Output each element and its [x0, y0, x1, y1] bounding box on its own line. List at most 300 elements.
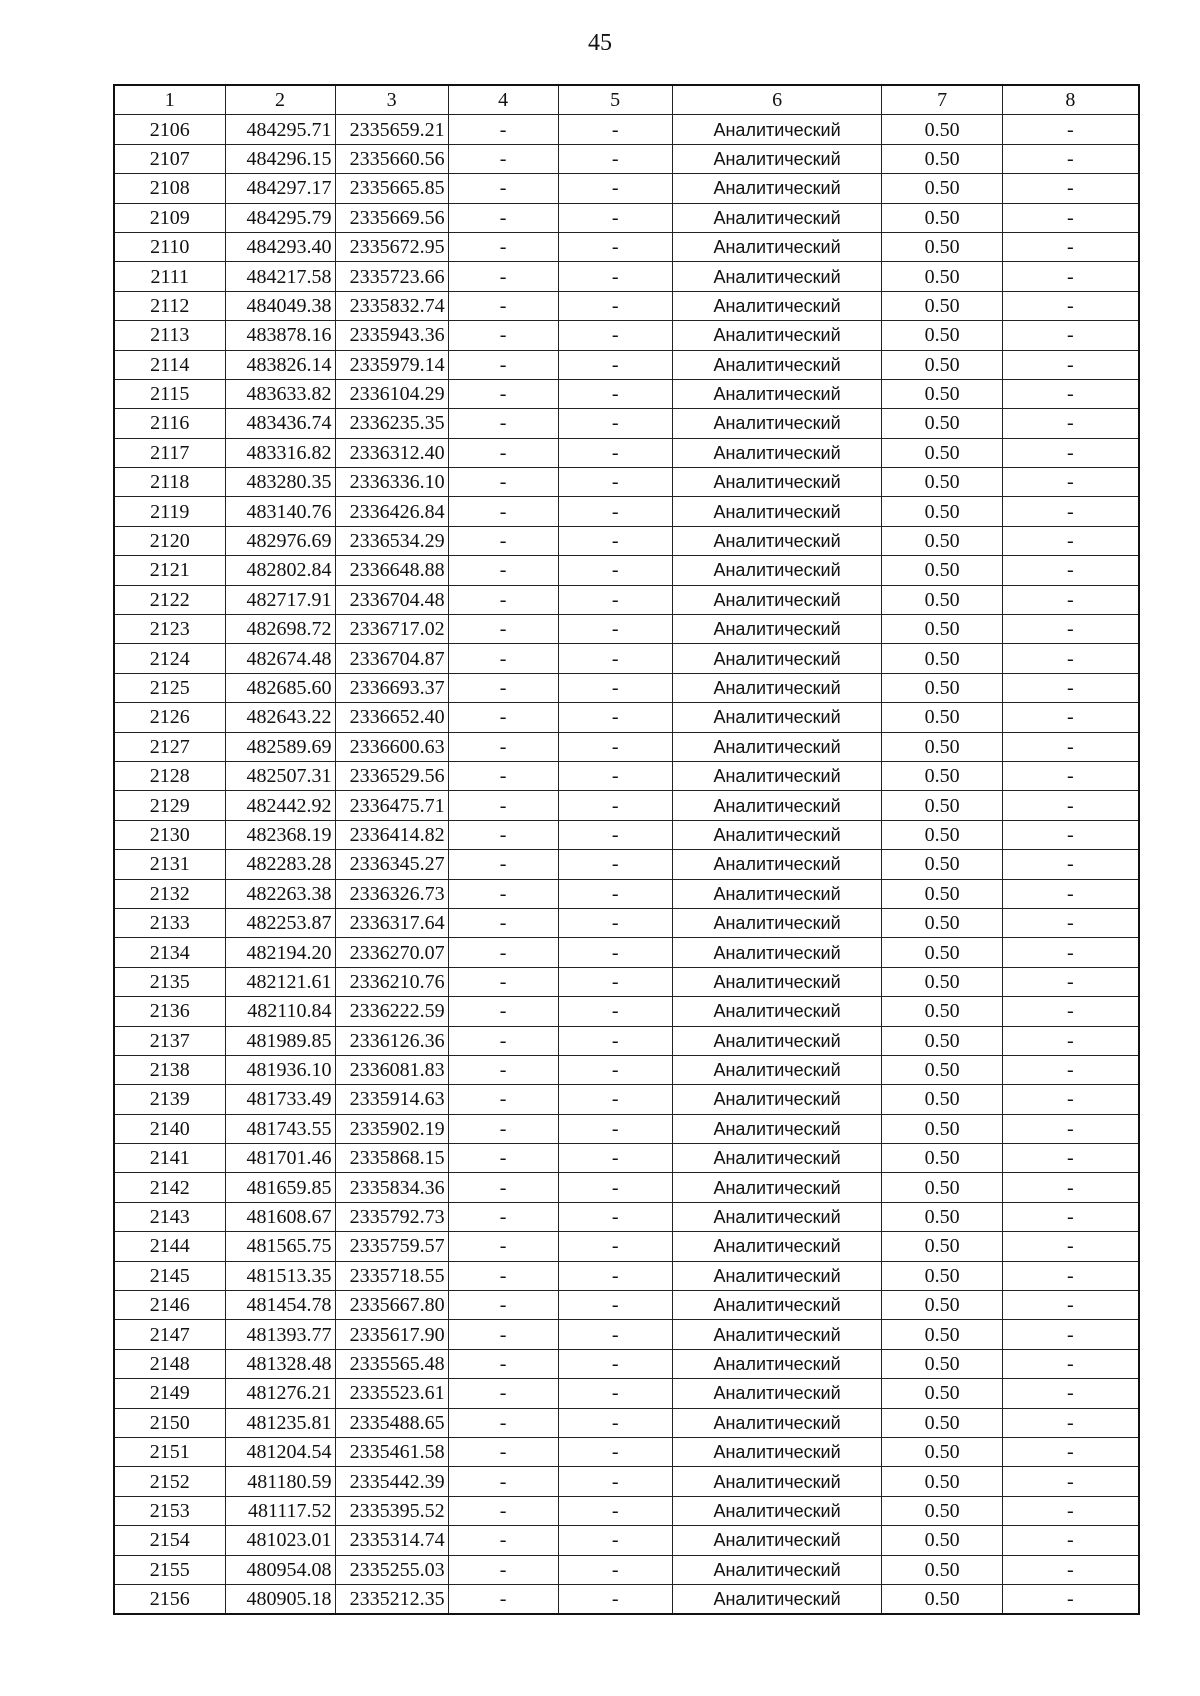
y-coordinate-cell: 2336704.48 — [335, 585, 448, 614]
column-8-cell: - — [1002, 262, 1139, 291]
accuracy-cell: 0.50 — [882, 1555, 1002, 1584]
accuracy-cell: 0.50 — [882, 1584, 1002, 1614]
point-number-cell: 2140 — [114, 1114, 225, 1143]
point-number-cell: 2141 — [114, 1144, 225, 1173]
column-4-cell: - — [448, 1349, 558, 1378]
x-coordinate-cell: 481659.85 — [225, 1173, 335, 1202]
method-cell: Аналитический — [672, 1584, 882, 1614]
table-row — [114, 1349, 1139, 1378]
method-cell: Аналитический — [672, 1055, 882, 1084]
x-coordinate-cell: 482368.19 — [225, 820, 335, 849]
y-coordinate-cell: 2335914.63 — [335, 1085, 448, 1114]
table-row — [114, 262, 1139, 291]
method-cell: Аналитический — [672, 1291, 882, 1320]
table-row — [114, 1584, 1139, 1614]
accuracy-cell: 0.50 — [882, 1144, 1002, 1173]
table-row — [114, 1320, 1139, 1349]
column-5-cell: - — [558, 673, 672, 702]
column-4-cell: - — [448, 291, 558, 320]
accuracy-cell: 0.50 — [882, 350, 1002, 379]
column-8-cell: - — [1002, 997, 1139, 1026]
table-row — [114, 791, 1139, 820]
method-cell: Аналитический — [672, 761, 882, 790]
x-coordinate-cell: 481733.49 — [225, 1085, 335, 1114]
point-number-cell: 2118 — [114, 468, 225, 497]
y-coordinate-cell: 2335667.80 — [335, 1291, 448, 1320]
y-coordinate-cell: 2336336.10 — [335, 468, 448, 497]
column-8-cell: - — [1002, 908, 1139, 937]
table-row — [114, 1291, 1139, 1320]
method-cell: Аналитический — [672, 203, 882, 232]
point-number-cell: 2124 — [114, 644, 225, 673]
column-4-cell: - — [448, 1232, 558, 1261]
y-coordinate-cell: 2335660.56 — [335, 144, 448, 173]
column-4-cell: - — [448, 850, 558, 879]
column-5-cell: - — [558, 1526, 672, 1555]
column-5-cell: - — [558, 761, 672, 790]
y-coordinate-cell: 2336529.56 — [335, 761, 448, 790]
column-4-cell: - — [448, 1114, 558, 1143]
table-row — [114, 997, 1139, 1026]
column-5-cell: - — [558, 379, 672, 408]
table-row — [114, 1526, 1139, 1555]
column-5-cell: - — [558, 1496, 672, 1525]
method-cell: Аналитический — [672, 497, 882, 526]
column-8-cell: - — [1002, 556, 1139, 585]
y-coordinate-cell: 2335395.52 — [335, 1496, 448, 1525]
column-5-cell: - — [558, 908, 672, 937]
x-coordinate-cell: 481454.78 — [225, 1291, 335, 1320]
column-5-cell: - — [558, 791, 672, 820]
x-coordinate-cell: 481276.21 — [225, 1379, 335, 1408]
point-number-cell: 2146 — [114, 1291, 225, 1320]
x-coordinate-cell: 483436.74 — [225, 409, 335, 438]
y-coordinate-cell: 2335723.66 — [335, 262, 448, 291]
page-number: 45 — [588, 30, 612, 56]
column-4-cell: - — [448, 1202, 558, 1231]
column-8-cell: - — [1002, 379, 1139, 408]
table-row — [114, 115, 1139, 144]
accuracy-cell: 0.50 — [882, 232, 1002, 261]
point-number-cell: 2138 — [114, 1055, 225, 1084]
y-coordinate-cell: 2336534.29 — [335, 526, 448, 555]
table-row — [114, 644, 1139, 673]
y-coordinate-cell: 2335255.03 — [335, 1555, 448, 1584]
table-row — [114, 850, 1139, 879]
y-coordinate-cell: 2335488.65 — [335, 1408, 448, 1437]
method-cell: Аналитический — [672, 644, 882, 673]
column-8-cell: - — [1002, 1055, 1139, 1084]
column-4-cell: - — [448, 1144, 558, 1173]
column-5-cell: - — [558, 1085, 672, 1114]
method-cell: Аналитический — [672, 232, 882, 261]
accuracy-cell: 0.50 — [882, 761, 1002, 790]
column-4-cell: - — [448, 1584, 558, 1614]
column-8-cell: - — [1002, 967, 1139, 996]
column-8-cell: - — [1002, 1114, 1139, 1143]
x-coordinate-cell: 484295.71 — [225, 115, 335, 144]
point-number-cell: 2133 — [114, 908, 225, 937]
column-8-cell: - — [1002, 1202, 1139, 1231]
point-number-cell: 2154 — [114, 1526, 225, 1555]
method-cell: Аналитический — [672, 379, 882, 408]
point-number-cell: 2106 — [114, 115, 225, 144]
y-coordinate-cell: 2336222.59 — [335, 997, 448, 1026]
accuracy-cell: 0.50 — [882, 556, 1002, 585]
point-number-cell: 2136 — [114, 997, 225, 1026]
column-8-cell: - — [1002, 761, 1139, 790]
y-coordinate-cell: 2335759.57 — [335, 1232, 448, 1261]
column-8-cell: - — [1002, 879, 1139, 908]
method-cell: Аналитический — [672, 1144, 882, 1173]
y-coordinate-cell: 2335442.39 — [335, 1467, 448, 1496]
x-coordinate-cell: 482674.48 — [225, 644, 335, 673]
column-4-cell: - — [448, 174, 558, 203]
method-cell: Аналитический — [672, 1496, 882, 1525]
column-5-cell: - — [558, 468, 672, 497]
point-number-cell: 2134 — [114, 938, 225, 967]
point-number-cell: 2121 — [114, 556, 225, 585]
column-4-cell: - — [448, 1496, 558, 1525]
column-4-cell: - — [448, 232, 558, 261]
column-5-cell: - — [558, 144, 672, 173]
table-row — [114, 1467, 1139, 1496]
point-number-cell: 2145 — [114, 1261, 225, 1290]
accuracy-cell: 0.50 — [882, 850, 1002, 879]
column-4-cell: - — [448, 1055, 558, 1084]
column-5-cell: - — [558, 644, 672, 673]
column-4-cell: - — [448, 526, 558, 555]
method-cell: Аналитический — [672, 732, 882, 761]
table-row — [114, 468, 1139, 497]
column-5-cell: - — [558, 703, 672, 732]
y-coordinate-cell: 2335718.55 — [335, 1261, 448, 1290]
column-8-cell: - — [1002, 1291, 1139, 1320]
table-row — [114, 820, 1139, 849]
column-5-cell: - — [558, 585, 672, 614]
column-8-cell: - — [1002, 1555, 1139, 1584]
y-coordinate-cell: 2336235.35 — [335, 409, 448, 438]
y-coordinate-cell: 2336317.64 — [335, 908, 448, 937]
column-4-cell: - — [448, 967, 558, 996]
x-coordinate-cell: 481743.55 — [225, 1114, 335, 1143]
column-5-cell: - — [558, 321, 672, 350]
x-coordinate-cell: 481989.85 — [225, 1026, 335, 1055]
accuracy-cell: 0.50 — [882, 203, 1002, 232]
column-8-cell: - — [1002, 585, 1139, 614]
method-cell: Аналитический — [672, 879, 882, 908]
column-8-cell: - — [1002, 703, 1139, 732]
y-coordinate-cell: 2335523.61 — [335, 1379, 448, 1408]
y-coordinate-cell: 2335834.36 — [335, 1173, 448, 1202]
method-cell: Аналитический — [672, 1555, 882, 1584]
accuracy-cell: 0.50 — [882, 938, 1002, 967]
column-8-cell: - — [1002, 1496, 1139, 1525]
y-coordinate-cell: 2335832.74 — [335, 291, 448, 320]
y-coordinate-cell: 2336210.76 — [335, 967, 448, 996]
column-5-cell: - — [558, 1320, 672, 1349]
y-coordinate-cell: 2336104.29 — [335, 379, 448, 408]
accuracy-cell: 0.50 — [882, 908, 1002, 937]
column-4-cell: - — [448, 1085, 558, 1114]
table-row — [114, 1555, 1139, 1584]
x-coordinate-cell: 481117.52 — [225, 1496, 335, 1525]
column-8-cell: - — [1002, 1379, 1139, 1408]
point-number-cell: 2128 — [114, 761, 225, 790]
x-coordinate-cell: 482698.72 — [225, 615, 335, 644]
method-cell: Аналитический — [672, 1320, 882, 1349]
column-5-cell: - — [558, 203, 672, 232]
method-cell: Аналитический — [672, 820, 882, 849]
column-5-cell: - — [558, 526, 672, 555]
y-coordinate-cell: 2336475.71 — [335, 791, 448, 820]
method-cell: Аналитический — [672, 938, 882, 967]
column-5-cell: - — [558, 850, 672, 879]
column-5-cell: - — [558, 1349, 672, 1378]
point-number-cell: 2130 — [114, 820, 225, 849]
point-number-cell: 2129 — [114, 791, 225, 820]
column-5-cell: - — [558, 174, 672, 203]
y-coordinate-cell: 2336414.82 — [335, 820, 448, 849]
x-coordinate-cell: 482253.87 — [225, 908, 335, 937]
x-coordinate-cell: 482643.22 — [225, 703, 335, 732]
column-4-cell: - — [448, 556, 558, 585]
column-5-cell: - — [558, 1261, 672, 1290]
accuracy-cell: 0.50 — [882, 1085, 1002, 1114]
column-5-cell: - — [558, 350, 672, 379]
table-row — [114, 1173, 1139, 1202]
point-number-cell: 2109 — [114, 203, 225, 232]
coordinates-table — [113, 84, 1140, 1615]
point-number-cell: 2153 — [114, 1496, 225, 1525]
column-5-cell: - — [558, 879, 672, 908]
column-5-cell: - — [558, 232, 672, 261]
y-coordinate-cell: 2335314.74 — [335, 1526, 448, 1555]
column-4-cell: - — [448, 908, 558, 937]
accuracy-cell: 0.50 — [882, 1173, 1002, 1202]
table-row — [114, 1026, 1139, 1055]
table-row — [114, 526, 1139, 555]
column-4-cell: - — [448, 1467, 558, 1496]
column-4-cell: - — [448, 791, 558, 820]
table-header — [114, 85, 1139, 115]
table-row — [114, 585, 1139, 614]
table-row — [114, 232, 1139, 261]
column-8-cell: - — [1002, 791, 1139, 820]
column-8-cell: - — [1002, 232, 1139, 261]
method-cell: Аналитический — [672, 1526, 882, 1555]
column-4-cell: - — [448, 761, 558, 790]
point-number-cell: 2117 — [114, 438, 225, 467]
column-8-cell: - — [1002, 144, 1139, 173]
point-number-cell: 2149 — [114, 1379, 225, 1408]
header-row — [114, 85, 1139, 115]
method-cell: Аналитический — [672, 556, 882, 585]
method-cell: Аналитический — [672, 174, 882, 203]
x-coordinate-cell: 483316.82 — [225, 438, 335, 467]
column-4-cell: - — [448, 144, 558, 173]
x-coordinate-cell: 481180.59 — [225, 1467, 335, 1496]
accuracy-cell: 0.50 — [882, 703, 1002, 732]
column-5-cell: - — [558, 291, 672, 320]
y-coordinate-cell: 2335212.35 — [335, 1584, 448, 1614]
column-8-cell: - — [1002, 1408, 1139, 1437]
y-coordinate-cell: 2336693.37 — [335, 673, 448, 702]
x-coordinate-cell: 484217.58 — [225, 262, 335, 291]
column-8-cell: - — [1002, 1467, 1139, 1496]
column-8-cell: - — [1002, 1261, 1139, 1290]
accuracy-cell: 0.50 — [882, 615, 1002, 644]
method-cell: Аналитический — [672, 115, 882, 144]
accuracy-cell: 0.50 — [882, 144, 1002, 173]
column-5-cell: - — [558, 1555, 672, 1584]
point-number-cell: 2119 — [114, 497, 225, 526]
accuracy-cell: 0.50 — [882, 1114, 1002, 1143]
x-coordinate-cell: 482507.31 — [225, 761, 335, 790]
accuracy-cell: 0.50 — [882, 1467, 1002, 1496]
point-number-cell: 2126 — [114, 703, 225, 732]
method-cell: Аналитический — [672, 1467, 882, 1496]
y-coordinate-cell: 2335617.90 — [335, 1320, 448, 1349]
accuracy-cell: 0.50 — [882, 820, 1002, 849]
column-8-cell: - — [1002, 644, 1139, 673]
x-coordinate-cell: 482976.69 — [225, 526, 335, 555]
table-row — [114, 1114, 1139, 1143]
y-coordinate-cell: 2336126.36 — [335, 1026, 448, 1055]
method-cell: Аналитический — [672, 1437, 882, 1466]
method-cell: Аналитический — [672, 615, 882, 644]
point-number-cell: 2107 — [114, 144, 225, 173]
method-cell: Аналитический — [672, 1349, 882, 1378]
y-coordinate-cell: 2336270.07 — [335, 938, 448, 967]
table-body — [114, 115, 1139, 1614]
x-coordinate-cell: 484296.15 — [225, 144, 335, 173]
column-5-cell: - — [558, 556, 672, 585]
y-coordinate-cell: 2336717.02 — [335, 615, 448, 644]
table-row — [114, 409, 1139, 438]
method-cell: Аналитический — [672, 1261, 882, 1290]
method-cell: Аналитический — [672, 997, 882, 1026]
accuracy-cell: 0.50 — [882, 1202, 1002, 1231]
x-coordinate-cell: 481204.54 — [225, 1437, 335, 1466]
accuracy-cell: 0.50 — [882, 321, 1002, 350]
column-8-cell: - — [1002, 850, 1139, 879]
column-5-cell: - — [558, 1408, 672, 1437]
table-row — [114, 1144, 1139, 1173]
accuracy-cell: 0.50 — [882, 1349, 1002, 1378]
column-5-cell: - — [558, 1173, 672, 1202]
table-row — [114, 291, 1139, 320]
method-cell: Аналитический — [672, 526, 882, 555]
table-row — [114, 938, 1139, 967]
table-row — [114, 1408, 1139, 1437]
column-header: 6 — [672, 85, 882, 115]
method-cell: Аналитический — [672, 1232, 882, 1261]
point-number-cell: 2148 — [114, 1349, 225, 1378]
y-coordinate-cell: 2335659.21 — [335, 115, 448, 144]
y-coordinate-cell: 2335868.15 — [335, 1144, 448, 1173]
method-cell: Аналитический — [672, 1085, 882, 1114]
column-8-cell: - — [1002, 1144, 1139, 1173]
y-coordinate-cell: 2336081.83 — [335, 1055, 448, 1084]
x-coordinate-cell: 481513.35 — [225, 1261, 335, 1290]
y-coordinate-cell: 2336312.40 — [335, 438, 448, 467]
column-8-cell: - — [1002, 291, 1139, 320]
column-4-cell: - — [448, 644, 558, 673]
column-4-cell: - — [448, 409, 558, 438]
column-5-cell: - — [558, 820, 672, 849]
accuracy-cell: 0.50 — [882, 732, 1002, 761]
method-cell: Аналитический — [672, 673, 882, 702]
table-row — [114, 144, 1139, 173]
column-4-cell: - — [448, 468, 558, 497]
accuracy-cell: 0.50 — [882, 1379, 1002, 1408]
y-coordinate-cell: 2335461.58 — [335, 1437, 448, 1466]
accuracy-cell: 0.50 — [882, 585, 1002, 614]
accuracy-cell: 0.50 — [882, 1526, 1002, 1555]
method-cell: Аналитический — [672, 1026, 882, 1055]
x-coordinate-cell: 481565.75 — [225, 1232, 335, 1261]
column-5-cell: - — [558, 938, 672, 967]
column-4-cell: - — [448, 379, 558, 408]
column-4-cell: - — [448, 1291, 558, 1320]
accuracy-cell: 0.50 — [882, 379, 1002, 408]
column-4-cell: - — [448, 820, 558, 849]
table-row — [114, 203, 1139, 232]
accuracy-cell: 0.50 — [882, 1437, 1002, 1466]
column-5-cell: - — [558, 438, 672, 467]
column-8-cell: - — [1002, 732, 1139, 761]
column-header: 8 — [1002, 85, 1139, 115]
y-coordinate-cell: 2335979.14 — [335, 350, 448, 379]
point-number-cell: 2112 — [114, 291, 225, 320]
method-cell: Аналитический — [672, 1114, 882, 1143]
column-4-cell: - — [448, 1437, 558, 1466]
point-number-cell: 2127 — [114, 732, 225, 761]
column-8-cell: - — [1002, 938, 1139, 967]
point-number-cell: 2114 — [114, 350, 225, 379]
method-cell: Аналитический — [672, 468, 882, 497]
y-coordinate-cell: 2336704.87 — [335, 644, 448, 673]
table-row — [114, 1055, 1139, 1084]
x-coordinate-cell: 481936.10 — [225, 1055, 335, 1084]
y-coordinate-cell: 2336326.73 — [335, 879, 448, 908]
method-cell: Аналитический — [672, 967, 882, 996]
method-cell: Аналитический — [672, 908, 882, 937]
accuracy-cell: 0.50 — [882, 1320, 1002, 1349]
y-coordinate-cell: 2336345.27 — [335, 850, 448, 879]
table-row — [114, 1085, 1139, 1114]
column-8-cell: - — [1002, 350, 1139, 379]
column-8-cell: - — [1002, 409, 1139, 438]
accuracy-cell: 0.50 — [882, 497, 1002, 526]
column-8-cell: - — [1002, 673, 1139, 702]
column-8-cell: - — [1002, 1232, 1139, 1261]
y-coordinate-cell: 2336600.63 — [335, 732, 448, 761]
accuracy-cell: 0.50 — [882, 644, 1002, 673]
column-8-cell: - — [1002, 1584, 1139, 1614]
x-coordinate-cell: 484049.38 — [225, 291, 335, 320]
y-coordinate-cell: 2335792.73 — [335, 1202, 448, 1231]
point-number-cell: 2142 — [114, 1173, 225, 1202]
method-cell: Аналитический — [672, 321, 882, 350]
column-header: 2 — [225, 85, 335, 115]
point-number-cell: 2113 — [114, 321, 225, 350]
column-4-cell: - — [448, 321, 558, 350]
table-row — [114, 1496, 1139, 1525]
y-coordinate-cell: 2335943.36 — [335, 321, 448, 350]
column-8-cell: - — [1002, 497, 1139, 526]
